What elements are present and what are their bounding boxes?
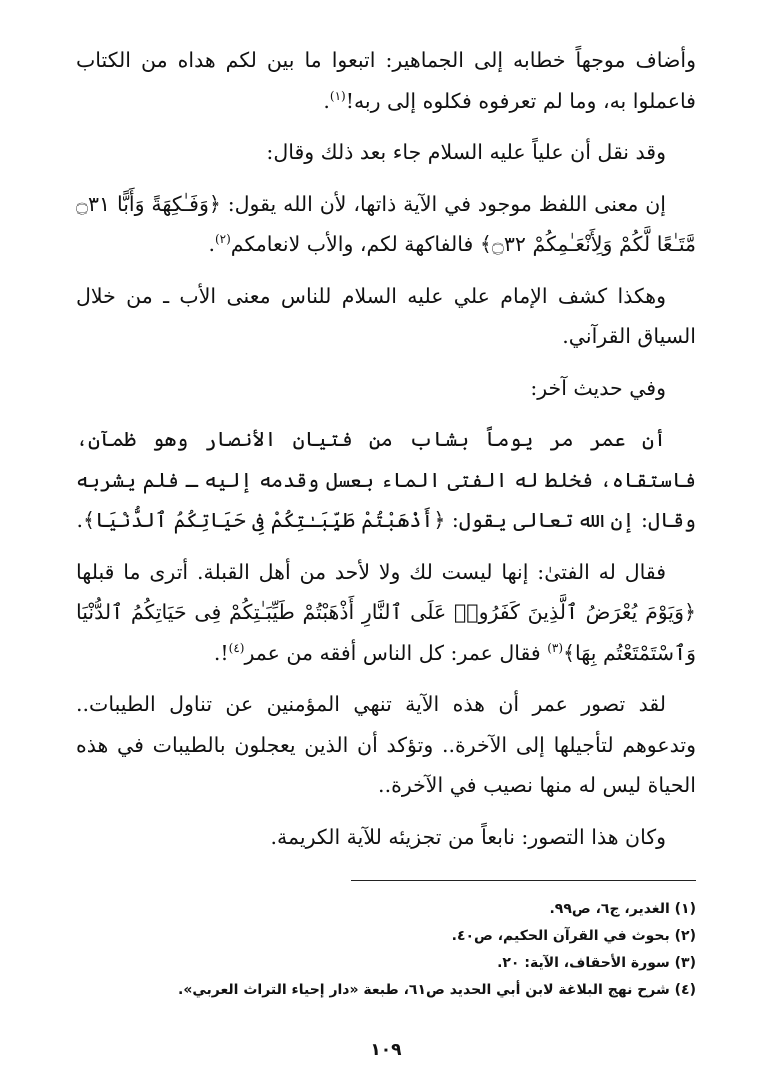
paragraph-9: وكان هذا التصور: نابعاً من تجزيئه للآية الكريمة. [270, 824, 666, 849]
body-text [76, 40, 696, 868]
footnotes [76, 896, 696, 1004]
paragraph-2: وقد نقل أن علياً عليه السلام جاء بعد ذلك وقال: [266, 140, 666, 164]
footnote-separator [351, 880, 696, 881]
paragraph-3: إن معنى اللفظ موجود في الآية ذاتها، لأن الله يقول: ﴿وَفَـٰكِهَةً وَأَبًّا ۝٣١ مَّتَـٰعًا لَّكُمْ وَلِأَنْعَـٰمِكُمْ ۝٣٢﴾ فالفاكهة لكم، والأب لانعامكم$^{(٢)}$. [76, 191, 696, 256]
footnote-1: (١) الغدير، ج٦، ص٩٩. [549, 901, 696, 917]
paragraph-1: وأضاف موجهاً خطابه إلى الجماهير: اتبعوا ما بين لكم هداه من الكتاب فاعملوا به، وما لم تعرفوه فكلوه إلى ربه!$^{(١)}$. [76, 48, 696, 113]
paragraph-7: فقال له الفتىٰ: إنها ليست لك ولا لأحد من أهل القبلة. أترى ما قبلها ﴿وَيَوْمَ يُعْرَضُ ٱلَّذِينَ كَفَرُوا۟ عَلَى ٱلنَّارِ أَذْهَبْتُمْ طَيِّبَـٰتِكُمْ فِى حَيَاتِكُمُ ٱلدُّنْيَا وَٱسْتَمْتَعْتُم بِهَا﴾$^{(٣)}$ فقال عمر: كل الناس أفقه من عمر$^{(٤)}$!. [76, 559, 696, 665]
footnote-ref-2: (٢) [214, 232, 231, 247]
footnote-3: (٣) سورة الأحقاف، الآية: ٢٠. [497, 955, 696, 971]
footnote-ref-1: (١) [329, 88, 346, 103]
paragraph-4: وهكذا كشف الإمام علي عليه السلام للناس معنى الأب ـ من خلال السياق القرآني. [76, 283, 696, 348]
footnote-4: (٤) شرح نهج البلاغة لابن أبي الحديد ص٦١، طبعة «دار إحياء التراث العربي». [178, 982, 696, 998]
footnote-ref-3: (٣) [547, 640, 564, 655]
paragraph-5: وفي حديث آخر: [530, 375, 666, 400]
paragraph-8: لقد تصور عمر أن هذه الآية تنهي المؤمنين عن تناول الطيبات.. وتدعوهم لتأجيلها إلى الآخرة.. وتؤكد أن الذين يعجلون بالطيبات في هذه الحياة ليس له منها نصيب في الآخرة.. [76, 692, 696, 797]
page-number: ١٠٩ [370, 1040, 402, 1060]
footnote-2: (٢) بحوث في القرآن الحكيم، ص٤٠. [451, 928, 696, 944]
footnote-ref-4: (٤) [228, 640, 245, 655]
paragraph-6: أن عمر مر يوماً بشاب من فتيان الأنصار وهو ظمآن، فاستقاه، فخلط له الفتى الماء بعسل وقدمه إليه ـ فلم يشربه وقال: إن الله تعالى يقول: ﴿أَذْهَبْتُمْ طَيِّبَـٰتِكُمْ فِى حَيَاتِكُمُ ٱلدُّنْيَا﴾. [76, 427, 696, 532]
